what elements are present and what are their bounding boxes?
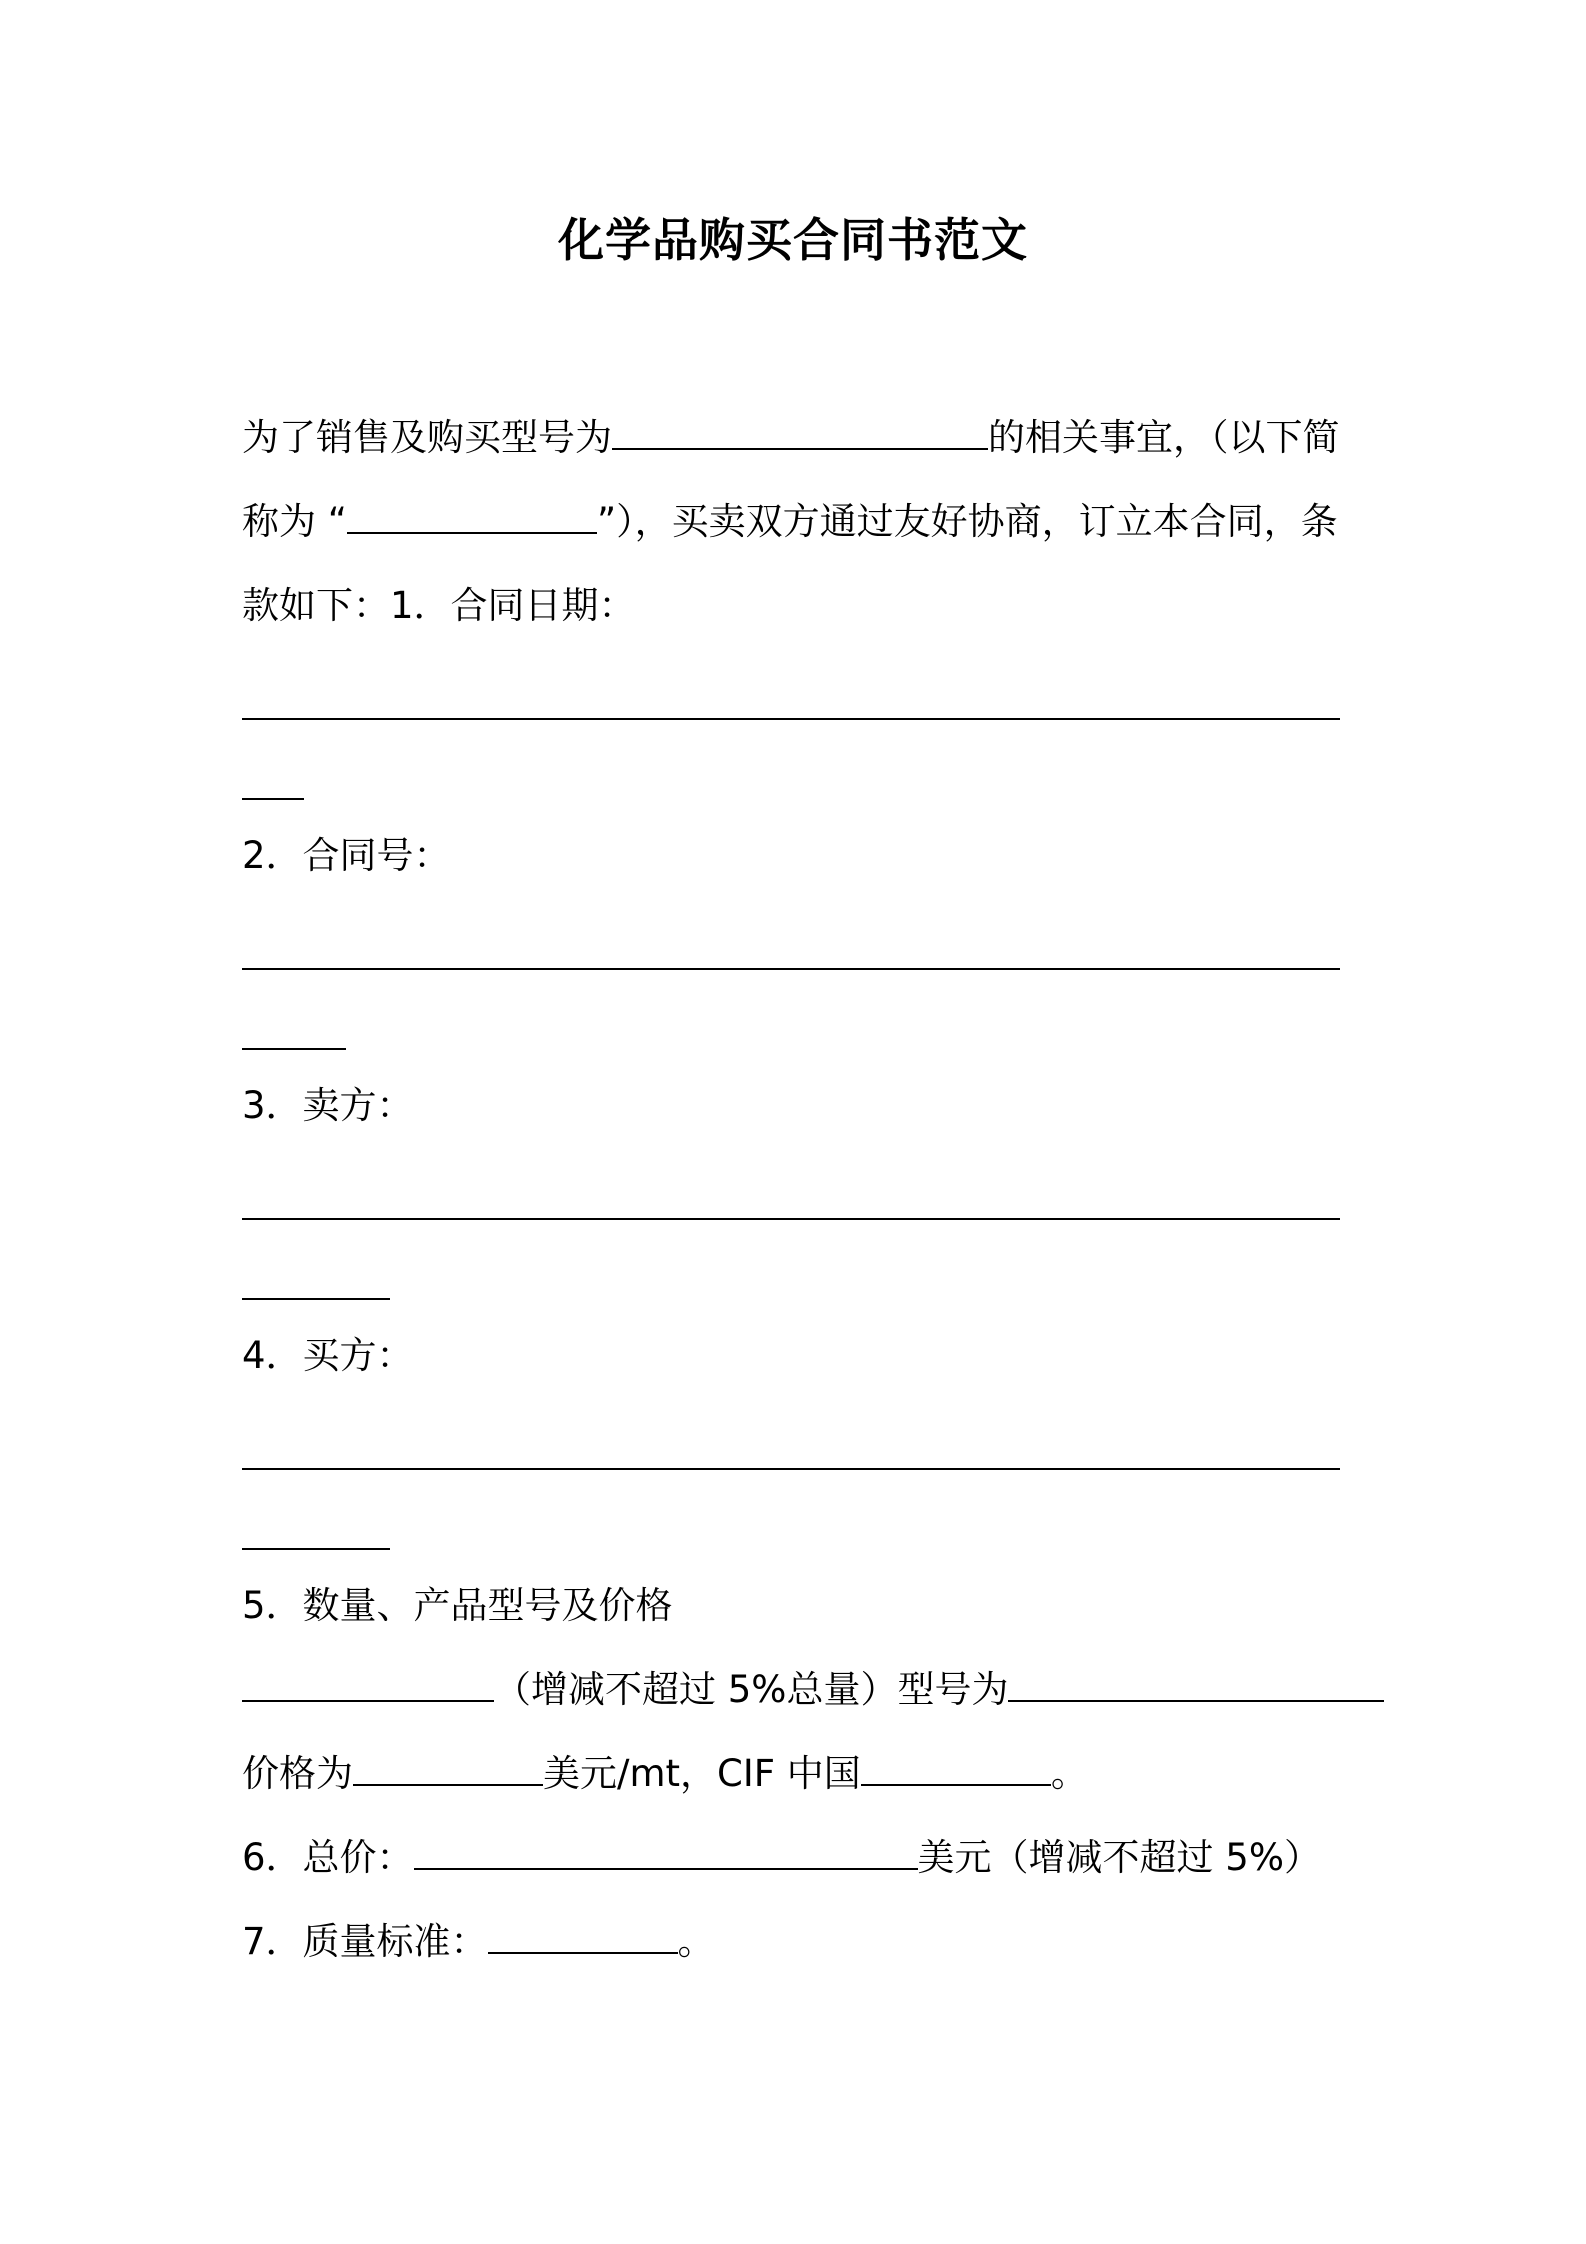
intro-line-3	[242, 580, 636, 632]
clause-6	[242, 1832, 1321, 1884]
intro-line-1	[242, 412, 1340, 464]
total-price-unit-text: 美元（增减不超过 5%）	[917, 1836, 1322, 1879]
price-blank[interactable]	[353, 1748, 543, 1786]
clause-5-line-1	[242, 1664, 1384, 1716]
intro-text-2b: ”），买卖双方通过友好协商，订立本合同，条	[596, 500, 1338, 543]
price-label: 价格为	[242, 1752, 353, 1795]
quality-standard-blank[interactable]	[488, 1916, 678, 1954]
contract-date-label: 款如下：1．合同日期：	[242, 584, 636, 627]
buyer-blank-cont[interactable]	[242, 1548, 390, 1550]
contract-number-blank-cont[interactable]	[242, 1048, 346, 1050]
total-price-label: 6．总价：	[242, 1836, 414, 1879]
seller-blank[interactable]	[242, 1218, 1340, 1220]
price-unit-text: 美元/mt，CIF 中国	[543, 1752, 861, 1795]
product-model-blank[interactable]	[1008, 1664, 1384, 1702]
clause-5-line-2	[242, 1748, 1088, 1800]
model-blank[interactable]	[612, 412, 988, 450]
clause-5-quantity-text: （增减不超过 5%总量）型号为	[494, 1668, 1009, 1711]
document-title: 化学品购买合同书范文	[558, 213, 1028, 267]
intro-text-1b: 的相关事宜，（以下简	[988, 416, 1340, 459]
intro-text-1a: 为了销售及购买型号为	[242, 416, 612, 459]
clause-3: 3．卖方：	[242, 1084, 414, 1127]
total-price-blank[interactable]	[414, 1832, 918, 1870]
contract-number-blank[interactable]	[242, 968, 1340, 970]
contract-date-blank[interactable]	[242, 718, 1340, 720]
quality-standard-label: 7．质量标准：	[242, 1920, 488, 1963]
clause-5: 5．数量、产品型号及价格	[242, 1584, 673, 1627]
quantity-blank[interactable]	[242, 1664, 494, 1702]
short-name-blank[interactable]	[347, 496, 597, 534]
clause-4: 4．买方：	[242, 1334, 414, 1377]
buyer-blank[interactable]	[242, 1468, 1340, 1470]
clause-2: 2．合同号：	[242, 834, 451, 877]
contract-date-blank-cont[interactable]	[242, 798, 304, 800]
clause-7-end-mark: 。	[677, 1920, 715, 1963]
intro-line-2	[242, 496, 1338, 548]
clause-7	[242, 1916, 715, 1968]
seller-blank-cont[interactable]	[242, 1298, 390, 1300]
destination-blank[interactable]	[861, 1748, 1051, 1786]
clause-5-end-mark: 。	[1050, 1752, 1088, 1795]
intro-text-2a: 称为 “	[242, 500, 347, 543]
